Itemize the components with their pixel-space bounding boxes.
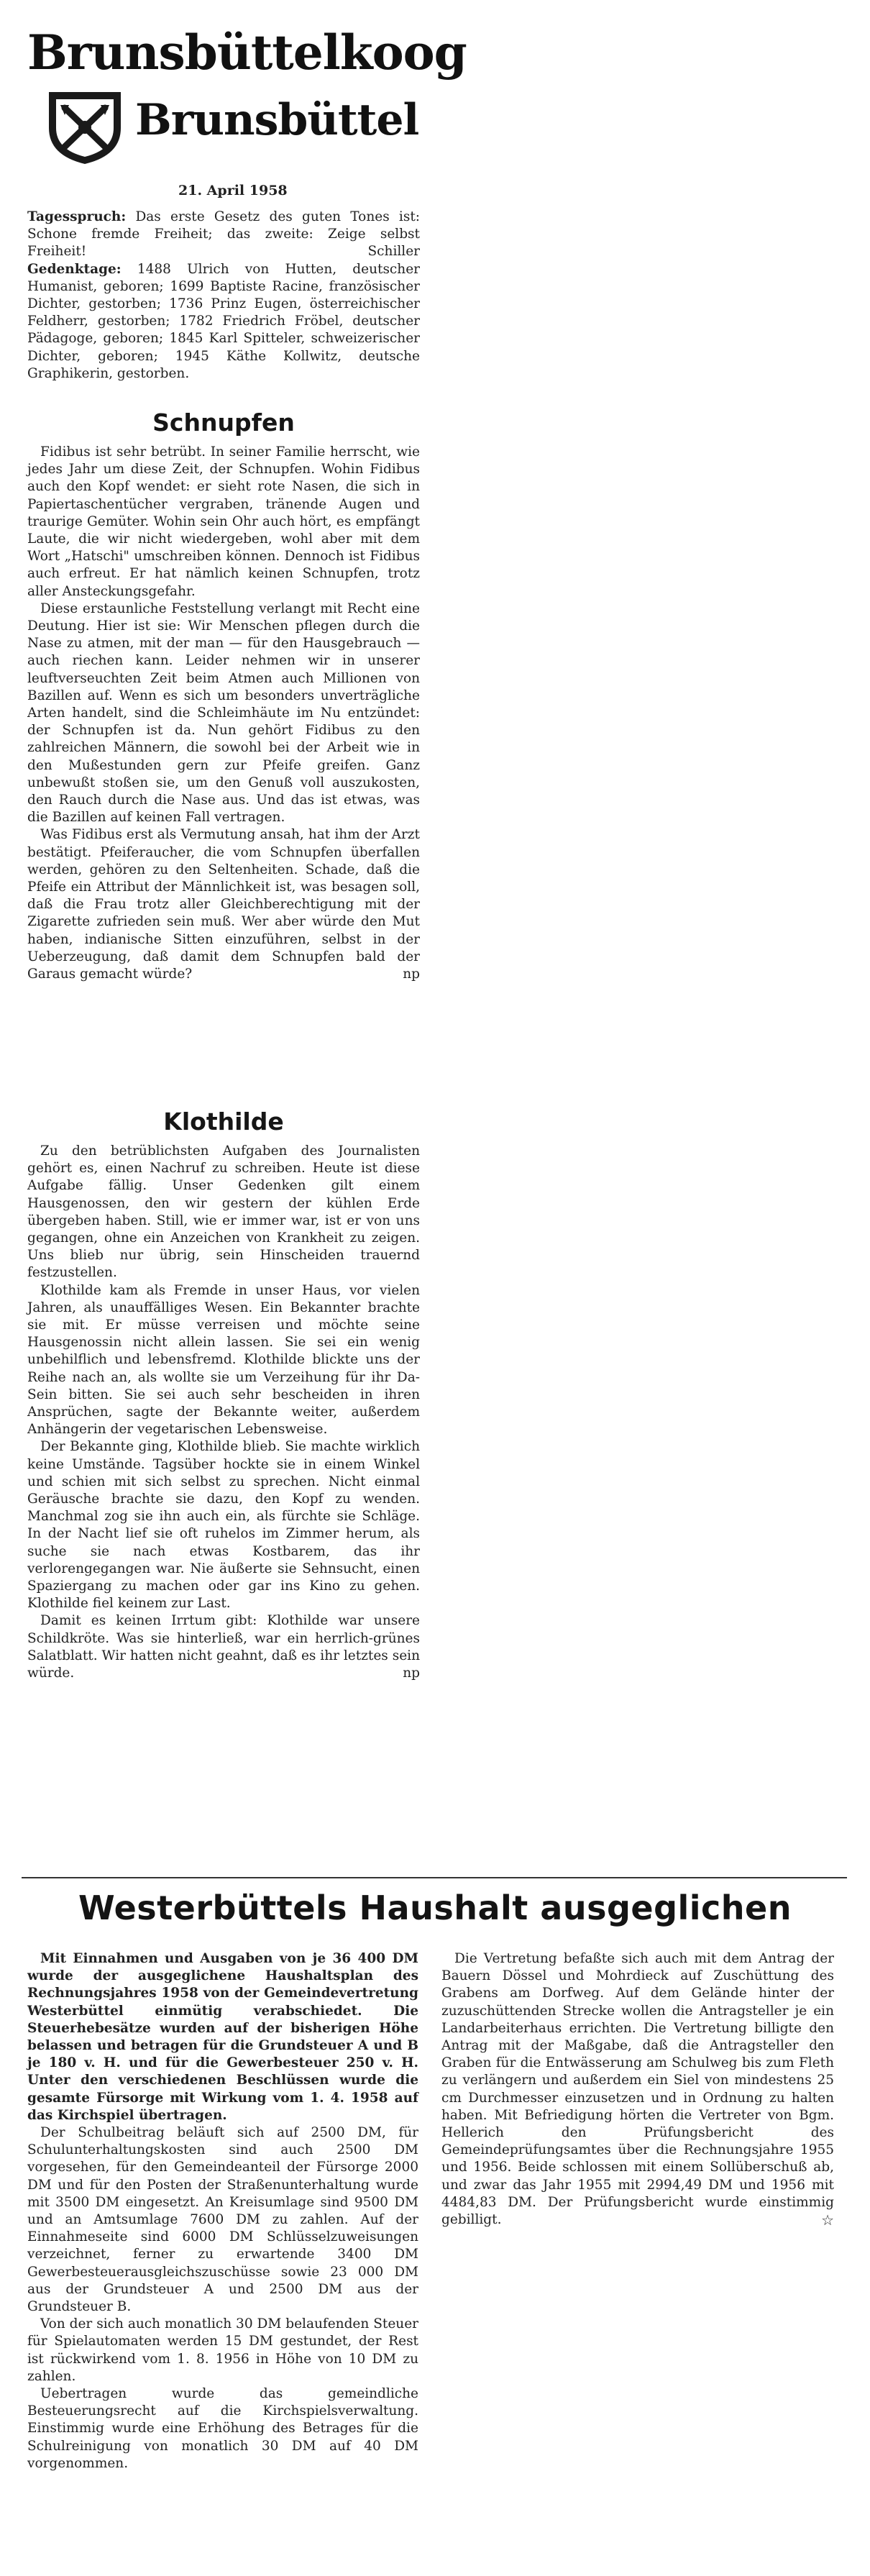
article-paragraph: Zu den betrüblichsten Aufgaben des Journalisten gehört es, einen Nachruf zu schreiben. Heute ist diese Aufgabe fällig. Unser Gedenken gilt einem Hausgenossen, den wir gestern der kühlen Erde übergeben haben. Still, wie er immer war, ist er von uns gegangen, ohne ein Anzeichen von Krankheit zu zeigen. Uns blieb nur übrig, sein Hinscheiden trauernd festzustellen. xyxy=(27,1143,420,1281)
article-title: Schnupfen xyxy=(152,408,295,437)
article-paragraph: Der Schulbeitrag beläuft sich auf 2500 DM, für Schulunterhaltungskosten sind auch 2500 DM vorgesehen, für den Gemeindeanteil der Fürsorge 2000 DM und für den Posten der Straßenunterhaltung wurde mit 3500 DM eingesetzt. An Kreisumlage sind 9500 DM und an Amtsumlage 7600 DM zu zahlen. Auf der Einnahmeseite sind 6000 DM Schlüsselzuweisungen verzeichnet, ferner zu erwartende 3400 DM Gewerbesteuerausgleichszuschüsse sowie 23 000 DM aus der Grundsteuer A und 2500 DM aus der Grundsteuer B. xyxy=(27,2125,418,2315)
article-paragraph xyxy=(27,1612,420,1682)
article-paragraph: Uebertragen wurde das gemeindliche Besteuerungsrecht auf die Kirchspielsverwaltung. Einstimmig wurde eine Erhöhung des Betrages für die Schulreinigung von monatlich 30 DM auf 40 DM vorgenommen. xyxy=(27,2386,418,2471)
article-paragraph: Der Bekannte ging, Klothilde blieb. Sie machte wirklich keine Umstände. Tagsüber hockte sie in einem Winkel und schien mit sich selbst zu sprechen. Nicht einmal Geräusche brachte sie dazu, den Kopf zu wenden. Manchmal zog sie ihn auch ein, als fürchte sie Schläge. In der Nacht lief sie oft ruhelos im Zimmer herum, als suche sie nach etwas Kostbarem, das ihr verlorengegangen war. Nie äußerte sie Sehnsucht, einen Spaziergang zu machen oder gar ins Kino zu gehen. Klothilde fiel keinem zur Last. xyxy=(27,1439,420,1612)
article-paragraph: Von der sich auch monatlich 30 DM belaufenden Steuer für Spielautomaten werden 15 DM gestundet, der Rest ist rückwirkend vom 1. 8. 1956 in Höhe von 10 DM zu zahlen. xyxy=(27,2316,418,2384)
daily-block xyxy=(27,209,420,383)
article-paragraph: Klothilde kam als Fremde in unser Haus, vor vielen Jahren, als unauffälliges Wesen. Ein Bekannter brachte sie mit. Er müsse verreisen und möchte seine Hausgenossin nicht allein lassen. Sie sei ein wenig unbehilflich und lebensfremd. Klothilde blickte uns der Reihe nach an, als wollte sie um Verzeihung für ihr Da-Sein bitten. Sie sei auch sehr bescheiden in ihren Ansprüchen, sagte der Bekannte weiter, außerdem Anhängerin der vegetarischen Lebensweise. xyxy=(27,1282,420,1438)
article-title: Klothilde xyxy=(163,1107,284,1136)
masthead-title-line2: Brunsbüttel xyxy=(135,95,419,145)
section-divider xyxy=(22,1877,847,1878)
motto-label: Tagesspruch: xyxy=(27,209,127,224)
article-paragraph xyxy=(27,826,420,983)
author-sign: np xyxy=(403,1666,420,1681)
article-paragraph: Diese erstaunliche Feststellung verlangt mit Recht eine Deutung. Hier ist sie: Wir Menschen pflegen durch die Nase zu atmen, mit der man — für den Hausgebrauch — auch riechen kann. Leider nehmen wir in unserer leuftverseuchten Zeit beim Atmen auch Millionen von Bazillen auf. Wenn es sich um besonders unverträgliche Arten handelt, sind die Schleimhäute im Nu entzündet: der Schnupfen ist da. Nun gehört Fidibus zu den zahlreichen Männern, die sowohl bei der Arbeit wie in den Mußestunden gern zur Pfeife greifen. Ganz unbewußt stoßen sie, um den Genuß voll auszukosten, den Rauch durch die Nase aus. Und das ist etwas, was die Bazillen auf keinen Fall vertragen. xyxy=(27,600,420,826)
masthead xyxy=(27,24,467,175)
memorial-paragraph xyxy=(27,261,420,383)
issue-date: 21. April 1958 xyxy=(178,183,288,198)
article-lead: Mit Einnahmen und Ausgaben von je 36 400 DM wurde der ausgeglichene Haushaltsplan des Rechnungsjahres 1958 von der Gemeindevertretung Westerbüttel einmütig verabschiedet. Die Steuerhebesätze wurden auf der bisherigen Höhe belassen und betragen für die Grundsteuer A und B je 180 v. H. und für die Gewerbesteuer 250 v. H. Unter den verschiedenen Beschlüssen wurde die gesamte Fürsorge mit Wirkung vom 1. 4. 1958 auf das Kirchspiel übertragen. xyxy=(27,1951,418,2123)
masthead-title-line1: Brunsbüttelkoog xyxy=(27,24,467,81)
haushalt-column-right xyxy=(441,1950,834,2229)
article-schnupfen xyxy=(27,408,420,983)
motto-text: Das erste Gesetz des guten Tones ist: Schone fremde Freiheit; das zweite: Zeige selbst Freiheit! xyxy=(27,209,420,260)
article-paragraph: Fidibus ist sehr betrübt. In seiner Familie herrscht, wie jedes Jahr um diese Zeit, der Schnupfen. Wohin Fidibus auch den Kopf wendet: er sieht rote Nasen, die sich in Papiertaschentücher vergraben, tränende Augen und traurige Gemüter. Wohin sein Ohr auch hört, es empfängt Laute, die wir nicht wiedergeben, wohl aber mit dem Wort „Hatschi" umschreiben können. Dennoch ist Fidibus auch erfreut. Er hat nämlich keinen Schnupfen, trotz aller Ansteckungsgefahr. xyxy=(27,444,420,599)
motto-paragraph xyxy=(27,209,420,261)
article-klothilde xyxy=(27,1107,420,1682)
haushalt-column-left xyxy=(27,1950,418,2472)
memorial-text: 1488 Ulrich von Hutten, deutscher Humanist, geboren; 1699 Baptiste Racine, französischer Dichter, gestorben; 1736 Prinz Eugen, österreichischer Feldherr, gestorben; 1782 Friedrich Fröbel, deutscher Pädagoge, geboren; 1845 Karl Spitteler, schweizerischer Dichter, geboren; 1945 Käthe Kollwitz, deutsche Graphikerin, gestorben. xyxy=(27,261,421,381)
article-paragraph xyxy=(441,1950,834,2229)
motto-author: Schiller xyxy=(367,244,420,260)
article-paragraph-text: Was Fidibus erst als Vermutung ansah, hat ihm der Arzt bestätigt. Pfeiferaucher, die vom Schnupfen überfallen werden, gehören zu den Seltenheiten. Schade, daß die Pfeife ein Attribut der Männlichkeit ist, was besagen soll, daß die Frau trotz aller Gleichberechtigung mit der Zigarette zufrieden sein muß. Wer aber würde den Mut haben, indianische Sitten einzuführen, selbst in der Ueberzeugung, daß damit dem Schnupfen bald der Garaus gemacht würde? xyxy=(27,827,420,982)
end-mark-icon: ☆ xyxy=(821,2211,834,2229)
memorial-label: Gedenktage: xyxy=(27,261,122,277)
coat-of-arms-icon xyxy=(43,86,127,167)
author-sign: np xyxy=(403,967,420,982)
article-paragraph-text: Die Vertretung befaßte sich auch mit dem Antrag der Bauern Dössel und Mohrdieck auf Zuschüttung des Grabens am Dorfweg. Auf dem Gelände hinter der zuzuschüttenden Strecke wollen die Antragsteller je ein Landarbeiterhaus errichten. Die Vertretung billigte den Antrag mit der Maßgabe, daß die Antragsteller den Graben für die Entwässerung am Schulweg bis zum Fleth zu verlängern und außerdem ein Siel von mindestens 25 cm Durchmesser einzusetzen und in Ordnung zu halten haben. Mit Befriedigung hörten die Vertreter von Bgm. Hellerich den Prüfungsbericht des Gemeindeprüfungsamtes über die Rechnungsjahre 1955 und 1956. Beide schlossen mit einem Sollüberschuß ab, und zwar das Jahr 1955 mit 2994,49 DM und 1956 mit 4484,83 DM. Der Prüfungsbericht wurde einstimmig gebilligt. xyxy=(441,1951,834,2228)
article-paragraph-text: Damit es keinen Irrtum gibt: Klothilde war unsere Schildkröte. Was sie hinterließ, war ein herrlich-grünes Salatblatt. Wir hatten nicht geahnt, daß es ihr letztes sein würde. xyxy=(27,1613,420,1681)
article-title-haushalt: Westerbüttels Haushalt ausgeglichen xyxy=(78,1888,792,1927)
